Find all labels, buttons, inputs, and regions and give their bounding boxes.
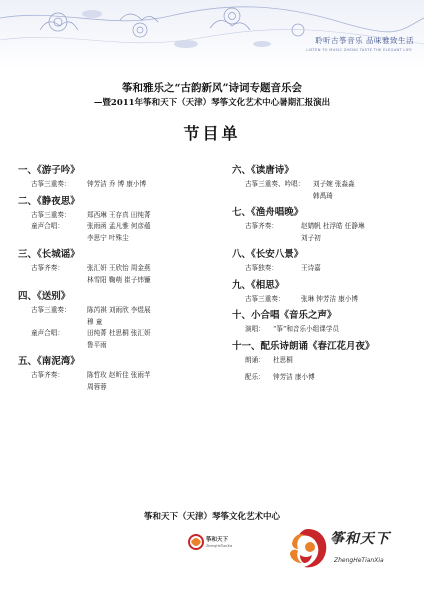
performer-role: 古筝齐奏：	[31, 264, 64, 272]
program-item-title: 八、《长安八景》	[232, 249, 304, 260]
program-item-title: 九、《相思》	[232, 279, 285, 291]
performer-role: 古筝齐奏：	[31, 371, 64, 379]
performer-role: 古筝三重奏、吟唱：	[245, 180, 305, 188]
performer-row	[31, 370, 213, 393]
program-heading: 节目单	[183, 124, 241, 143]
performer-row	[31, 328, 213, 351]
performer-names: 赵婧帆 杜浮皓 任静琳	[301, 222, 365, 230]
performer-names: 李思宁 叶殊尘	[87, 233, 129, 242]
top-banner	[0, 0, 424, 70]
program-item	[232, 205, 424, 244]
slogan-english: LISTEN TO MUSIC ZHENG TASTE THE ELEGANT LIFE	[306, 48, 412, 52]
program-item	[18, 247, 213, 286]
slogan: 聆听古筝音乐 品味雅致生活	[315, 36, 414, 45]
performer-names: 王诗嘉	[301, 264, 321, 272]
program-item	[232, 339, 424, 384]
performer-role: 古筝独奏：	[245, 264, 278, 272]
performer-names: 张琳 钟芳洁 康小博	[301, 294, 358, 303]
program-item-title: 一、《游子吟》	[18, 165, 80, 176]
program-item-title: 四、《送别》	[18, 291, 71, 302]
performer-row	[245, 221, 424, 244]
small-logo-subtext: ZhengHeTianXia	[206, 544, 233, 548]
performer-names: 穆 童	[87, 317, 103, 326]
performer-row	[245, 324, 424, 336]
program-item-title: 三、《长城谣》	[18, 249, 80, 260]
program-item	[18, 194, 213, 245]
performer-names: 陈芮祺 刘雨欣 李煜展	[87, 306, 151, 314]
program-item-title: 十一、配乐诗朗诵《春江花月夜》	[232, 340, 375, 352]
performer-role: 古筝三重奏：	[31, 210, 71, 219]
performer-row	[31, 263, 213, 286]
performer-names: 杜思桐	[273, 355, 293, 364]
big-logo-icon	[286, 525, 330, 571]
program-item	[232, 308, 424, 336]
program-column-right	[232, 163, 424, 387]
performer-names: 林雪阳 鞠萌 崔子炜镰	[87, 275, 151, 284]
performer-names: 田纯菁 杜思桐 张汇妍	[87, 329, 151, 337]
program-item-title: 七、《渔舟唱晚》	[232, 207, 304, 218]
performer-row	[31, 221, 213, 244]
performer-role: 配乐：	[245, 373, 265, 381]
program-column-left	[18, 163, 213, 396]
performer-names: 张雨函 孟凡雅 何彦蕴	[87, 222, 151, 230]
program-item-title: 十、小合唱《音乐之声》	[232, 310, 337, 321]
program-item	[18, 163, 213, 191]
performer-names: 刘子婉 张淼淼	[313, 180, 355, 188]
performer-role: 童声合唱：	[31, 329, 64, 337]
program-item	[232, 163, 424, 202]
performer-role: 演唱：	[245, 325, 265, 333]
program-item	[232, 278, 424, 306]
program-item	[18, 289, 213, 351]
performer-names: 周蓉蓉	[87, 382, 107, 391]
big-logo-text: 筝和天下	[330, 531, 390, 547]
program-item	[232, 247, 424, 275]
performer-row	[245, 263, 424, 275]
performer-names: 陈哲玫 赵昕佳 张雨芊	[87, 371, 151, 379]
performer-row	[245, 179, 424, 202]
performer-role: 古筝三重奏：	[245, 294, 285, 303]
program-item-title: 六、《读唐诗》	[232, 165, 294, 176]
big-logo-subtext: ZhengHeTianXia	[334, 557, 384, 564]
performer-role: 朗诵：	[245, 355, 265, 364]
program-item	[18, 354, 213, 393]
organization-name: 筝和天下（天津）琴筝文化艺术中心	[143, 512, 280, 522]
performer-row	[245, 294, 424, 306]
performer-role: 古筝齐奏：	[245, 222, 278, 230]
performer-names: 鲁平雨	[87, 340, 107, 349]
performer-role: 古筝三重奏：	[31, 306, 71, 314]
performer-names: 韩禹琦	[313, 191, 333, 200]
performer-names: 郑西琳 王存真 田纯菁	[87, 210, 151, 219]
performer-names: 刘子初	[301, 233, 321, 242]
small-logo-text: 筝和天下	[206, 537, 229, 543]
performer-role: 童声合唱：	[31, 222, 64, 230]
performer-names: 钟芳洁 乔 博 康小博	[87, 180, 147, 188]
concert-title: 筝和雅乐之“古韵新风”诗词专题音乐会	[121, 82, 303, 94]
program-item-title: 二、《静夜思》	[18, 195, 80, 207]
performer-row	[245, 355, 424, 367]
performer-row	[245, 372, 424, 384]
performer-row	[31, 179, 213, 191]
concert-subtitle: —暨2011年筝和天下（天津）琴筝文化艺术中心暑期汇报演出	[93, 98, 331, 108]
program-item-title: 五、《南泥湾》	[18, 356, 80, 367]
performer-row	[31, 210, 213, 222]
performer-names: 钟芳洁 康小博	[273, 373, 315, 381]
performer-row	[31, 305, 213, 328]
performer-role: 古筝三重奏：	[31, 180, 71, 188]
performer-names: 张汇妍 王欣怡 周金燕	[87, 264, 151, 272]
performer-names: “筝”和音乐小组课学员	[273, 325, 340, 333]
